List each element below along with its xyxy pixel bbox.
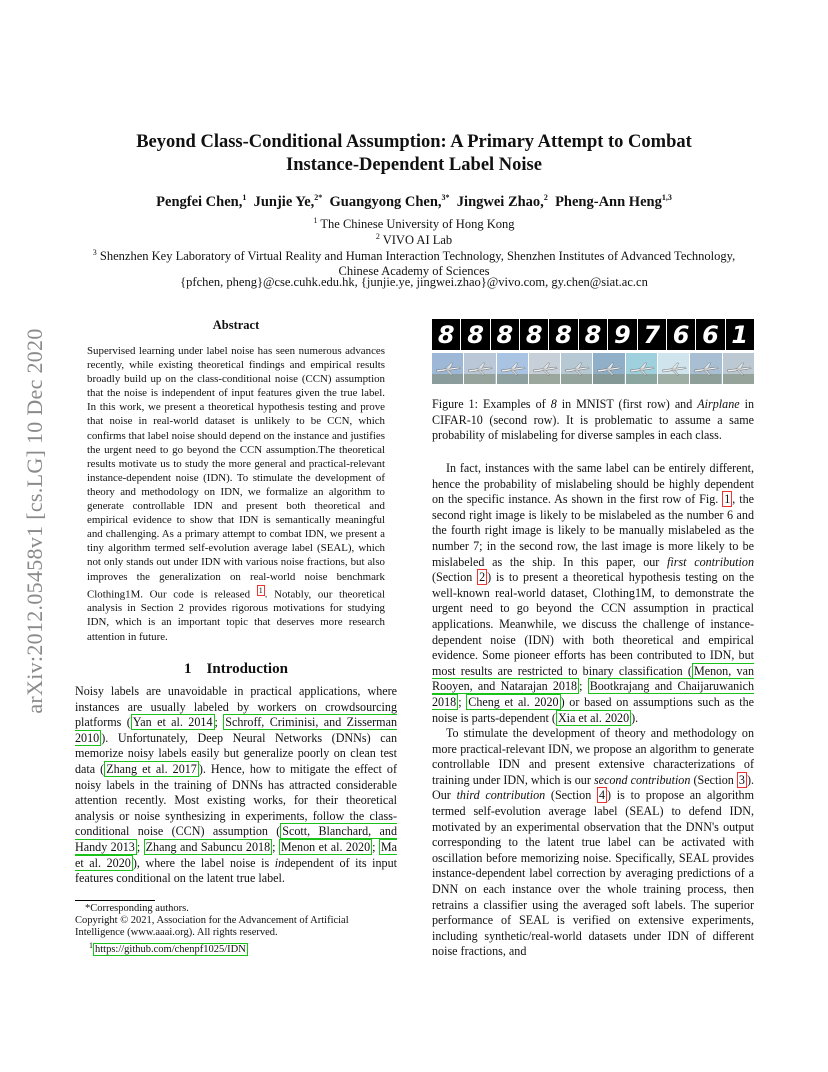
section-heading-introduction (75, 661, 397, 678)
aff3-mark: 3 (92, 248, 97, 257)
arxiv-sidebar-stamp (22, 286, 48, 756)
abstract-heading: Abstract (212, 318, 260, 332)
caption-emphasis: Airplane (697, 397, 740, 411)
aff3-text-line-2: Chinese Academy of Sciences (338, 264, 490, 279)
author-5 (555, 194, 672, 210)
author-3 (330, 194, 450, 210)
mnist-digit-image: 8 (461, 319, 489, 350)
mnist-digit-image: 8 (491, 319, 519, 350)
citation-link[interactable]: Scott, Blanchard, and Handy 2013 (75, 824, 397, 854)
author-affiliation-mark: 2 (543, 193, 548, 202)
citation-link[interactable]: Zhang et al. 2017 (106, 761, 197, 776)
mnist-digit-image: 9 (608, 319, 636, 350)
mnist-digit-image: 6 (667, 319, 695, 350)
mnist-digit-image: 7 (638, 319, 666, 350)
footnote-1-mark: 1 (89, 940, 93, 950)
mnist-digit-image: 8 (520, 319, 548, 350)
citation-link[interactable]: Menon, van Rooyen, and Natarajan 2018 (432, 663, 754, 694)
cross-ref-link[interactable]: 3 (738, 772, 745, 787)
section-title: Introduction (206, 661, 288, 677)
title-line-2: Instance-Dependent Label Noise (286, 155, 542, 175)
footnote-ref-1[interactable]: 1 (258, 585, 263, 595)
cifar-airplane-row (432, 353, 754, 384)
cifar-airplane-image (690, 353, 721, 384)
mnist-digit-image: 8 (579, 319, 607, 350)
mnist-row (432, 319, 754, 350)
aff2-mark: 2 (375, 232, 380, 241)
right-emphasis: first contribution (667, 554, 754, 569)
aff1-text: The Chinese University of Hong Kong (320, 217, 515, 232)
citation-link[interactable]: Schroff, Criminisi, and Zisserman 2010 (75, 715, 398, 745)
cifar-airplane-image (432, 353, 463, 384)
citation-link[interactable]: Xia et al. 2020 (557, 710, 630, 725)
cifar-airplane-image (658, 353, 689, 384)
citation-link[interactable]: Cheng et al. 2020 (468, 694, 559, 709)
footnote-rule (75, 900, 155, 901)
aff1-mark: 1 (313, 216, 318, 225)
paper-title (60, 131, 768, 177)
cifar-airplane-image (464, 353, 495, 384)
author-name: Pheng-Ann Heng (555, 193, 662, 210)
author-name: Pengfei Chen, (156, 193, 243, 210)
caption-emphasis: 8 (550, 397, 557, 411)
figure-1 (432, 319, 754, 385)
citation-link[interactable]: Yan et al. 2014 (132, 715, 213, 730)
cifar-airplane-image (593, 353, 624, 384)
aff2-text: VIVO AI Lab (382, 233, 453, 248)
mnist-digit-image: 8 (549, 319, 577, 350)
abstract-text-2: . Notably, our theoretical analysis in Section 2 provides rigorous motivations for studying IDN, which is an important topic that deserves more research attention in future. (87, 588, 385, 643)
cifar-airplane-image (561, 353, 592, 384)
intro-paragraph-1: Noisy labels are unavoidable in practical applications, where instances are usually labeled by workers on crowdsourcing platforms ( Yan et al. 2014 ; Schroff, Criminisi, and Zisserman 2010 ). Unfortunately, Deep Neural Networks (DNNs) can memorize noisy labels easily but generalize poorly on clean test data ( Zhang et al. 2017 ). Hence, how to mitigate the effect of noisy labels in the training of DNNs has attracted considerable attention recently. Most existing works, for their theoretical analysis or noise synthesizing in experiments, follow the class-conditional noise (CCN) assumption ( Scott, Blanchard, and Handy 2013 ; Zhang and Sabuncu 2018 ; Menon et al. 2020 ; Ma et al. 2020 ), where the label noise is independent of its input features conditional on the latent true label. (75, 684, 398, 886)
cross-ref-link[interactable]: 4 (598, 788, 606, 803)
author-name: Jingwei Zhao, (456, 193, 544, 210)
citation-link[interactable]: Zhang and Sabuncu 2018 (145, 839, 271, 854)
author-4 (457, 194, 548, 210)
author-2 (254, 194, 323, 210)
footnote-copyright: Copyright © 2021, Association for the Advancement of Artificial Intelligence (www.aaai.org). All rights reserved. (75, 915, 349, 939)
footnotes (75, 903, 397, 956)
author-affiliation-mark: 3* (441, 193, 450, 202)
cifar-airplane-image (529, 353, 560, 384)
author-affiliation-mark: 1,3 (661, 193, 672, 202)
right-column-body (432, 461, 754, 960)
cifar-airplane-image (626, 353, 657, 384)
cross-ref-link[interactable]: 2 (479, 570, 486, 585)
figure-1-caption: Figure 1: Examples of 8 in MNIST (first row) and Airplane in CIFAR-10 (second row). It is problematic to assume a same probability of mislabeling for diverse samples in each class. (432, 397, 755, 443)
author-name: Junjie Ye, (253, 193, 315, 210)
author-name: Guangyong Chen, (329, 193, 442, 210)
title-line-1: Beyond Class-Conditional Assumption: A Primary Attempt to Combat (136, 132, 692, 152)
right-emphasis: third contribution (456, 788, 546, 803)
mnist-digit-image: 8 (432, 319, 460, 350)
intro-paragraph-2: In fact, instances with the same label can be entirely different, hence the probability of mislabeling should be highly dependent on the specific instance. As shown in the first row of Fig. 1 , the second right image is likely to be mislabeled as the number 6 and the fourth right image is likely to be manually mislabeled as the number 7; in the second row, the last image is more likely to be mislabeled as the ship. In this paper, our first contribution (Section 2 ) is to present a theoretical hypothesis testing on the well-known real-world dataset, Clothing1M, to demonstrate the urgent need to go beyond the CCN assumption in practical applications. Meanwhile, we discuss the challenge of instance-dependent noise (IDN) with both theoretical and empirical evidence. Some pioneer efforts has been contributed to IDN, but most results are restricted to binary classification ( Menon, van Rooyen, and Natarajan 2018 ; Bootkrajang and Chaijaruwanich 2018 ; Cheng et al. 2020 ) or based on assumptions such as the noise is parts-dependent ( Xia et al. 2020 ). (432, 461, 755, 725)
arxiv-id: arXiv:2012.05458v1 [cs.LG] 10 Dec 2020 (22, 328, 47, 714)
author-affiliation-mark: 2* (314, 193, 323, 202)
right-emphasis: second contribution (593, 772, 691, 787)
citation-link[interactable]: Bootkrajang and Chaijaruwanich 2018 (432, 679, 755, 709)
cifar-airplane-image (723, 353, 754, 384)
mnist-digit-image: 1 (726, 319, 754, 350)
author-affiliation-mark: 1 (242, 193, 247, 202)
abstract-text-1: Supervised learning under label noise has seen numerous advances recently, while existing theoretical findings and empirical results broadly build up on the class-conditional noise (CCN) assumption that the noise is independent of input features given the true label. In this work, we present a theoretical hypothesis testing and prove that noise in real-world dataset is unlikely to be CCN, which confirms that label noise should depend on the instance and justifies the urgent need to go beyond the CCN assumption.The theoretical results motivate us to study the more general and practical-relevant instance-dependent noise (IDN). To stimulate the development of theory and methodology on IDN, we formalize an algorithm to generate controllable IDN and present both theoretical and empirical evidence to show that IDN is semantically meaningful and challenging. As a primary attempt to combat IDN, we present a tiny algorithm termed self-evolution average label (SEAL), which not only stands out under IDN with various noise fractions, but also improves the generalization on real-world noise benchmark Clothing1M. Our code is released (87, 345, 385, 601)
cifar-airplane-image (497, 353, 528, 384)
abstract-body (87, 344, 385, 644)
author-list (40, 193, 788, 211)
cross-ref-link[interactable]: 1 (724, 492, 731, 507)
author-emails: {pfchen, pheng}@cse.cuhk.edu.hk, {junjie.ye, jingwei.zhao}@vivo.com, gy.chen@siat.ac.cn (180, 275, 648, 289)
citation-link[interactable]: Menon et al. 2020 (280, 839, 371, 854)
intro-paragraph-3: To stimulate the development of theory and methodology on more practical-relevant IDN, we propose an algorithm to generate controllable IDN and present extensive characterizations of training under IDN, which is our second contribution (Section 3 ). Our third contribution (Section 4 ) is to propose an algorithm termed self-evolution average label (SEAL) to defend IDN, motivated by an experimental observation that the DNN's output corresponding to the latent true label can be activated with oscillation before memorizing noise. Specifically, SEAL provides instance-dependent label correction by averaging predictions of a DNN on each instance over the whole training process, then retrains a classifier using the averaged soft labels. The superior performance of SEAL is verified on extensive experiments, including synthetic/real-world datasets under IDN of different noise fractions, and (432, 726, 754, 959)
intro-emphasis: in (274, 855, 285, 870)
citation-link[interactable]: Ma et al. 2020 (75, 839, 398, 870)
aff3-text-line-1: Shenzhen Key Laboratory of Virtual Reality and Human Interaction Technology, Shenzhen Institutes of Advanced Technology, (99, 249, 736, 264)
footnote-corresponding: *Corresponding authors. (85, 903, 189, 914)
author-1 (156, 194, 246, 210)
section-number: 1 (184, 661, 192, 677)
code-repo-link[interactable]: https://github.com/chenpf1025/IDN (95, 944, 246, 956)
mnist-digit-image: 6 (696, 319, 724, 350)
